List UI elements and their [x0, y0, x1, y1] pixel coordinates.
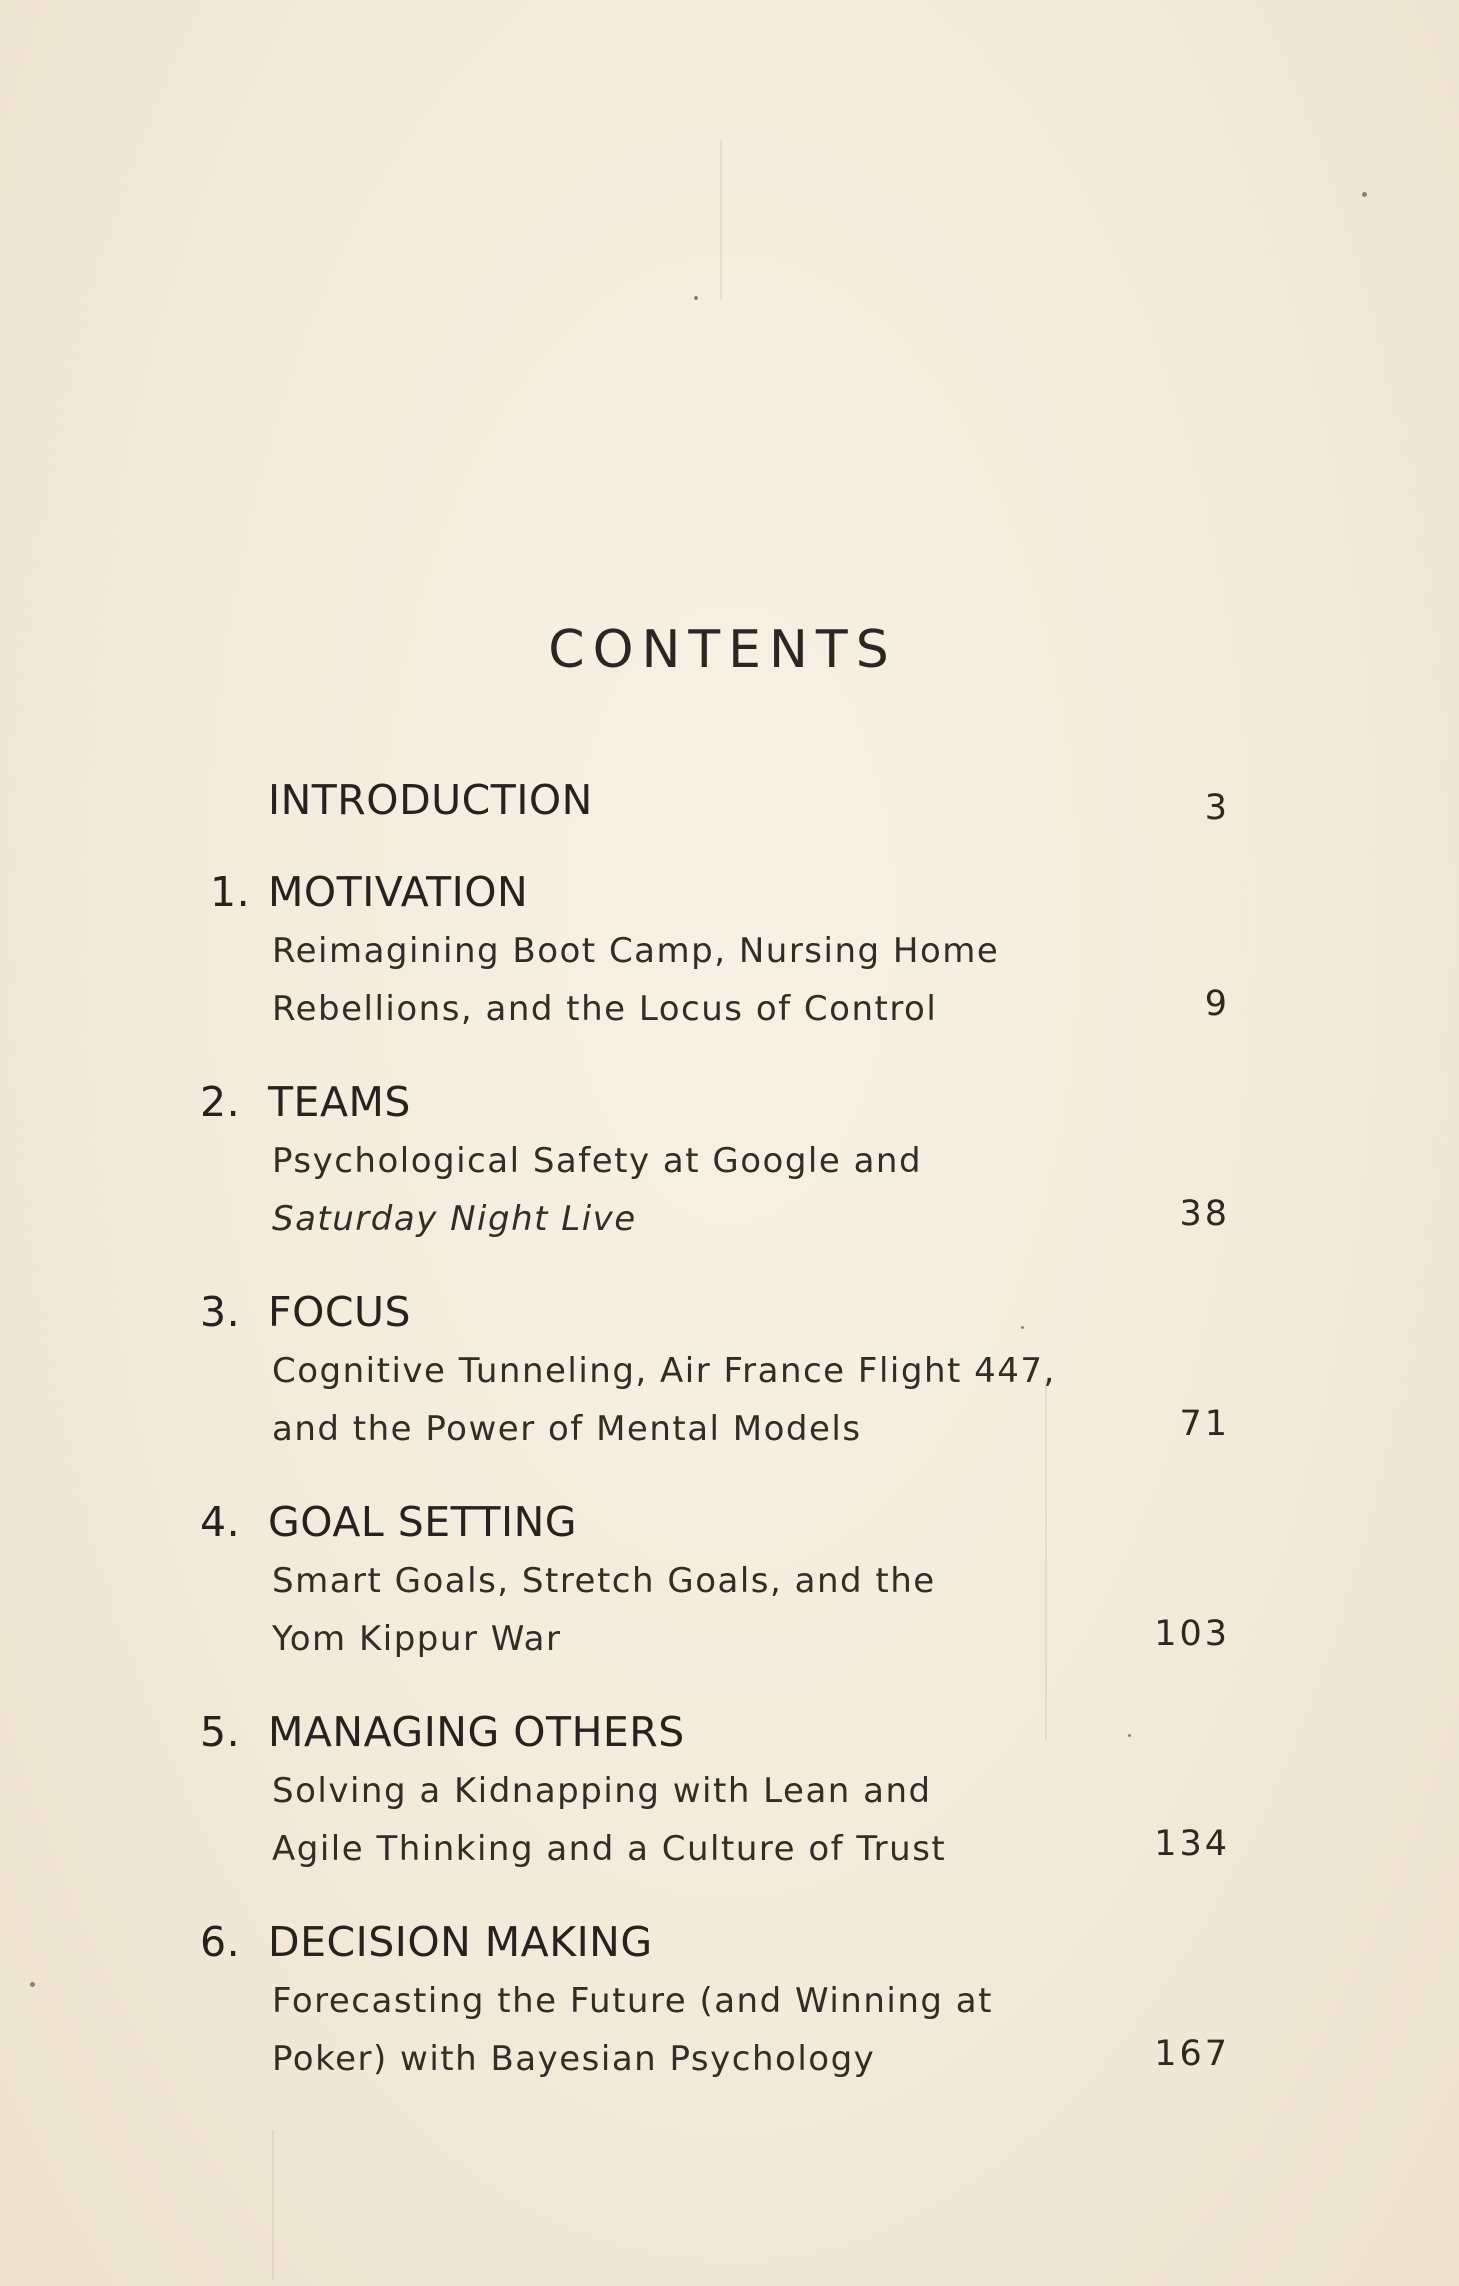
toc-subtitle-italic: Saturday Night Live: [272, 1199, 637, 1239]
toc-heading: [200, 1282, 1230, 1342]
toc-subtitle-line: Reimagining Boot Camp, Nursing Home: [272, 931, 1000, 971]
toc-heading: [200, 1912, 1230, 1972]
toc-page-number: 71: [1179, 1404, 1230, 1444]
toc-heading-text: MANAGING OTHERS: [268, 1708, 685, 1756]
toc-subtitle-line: Poker) with Bayesian Psychology: [272, 2039, 876, 2079]
toc-heading: [200, 770, 1230, 830]
toc-entry-introduction: [200, 770, 1230, 830]
toc-page-number: 9: [1204, 984, 1230, 1024]
toc-heading: [200, 1492, 1230, 1552]
toc-chapter-number: 6.: [200, 1918, 241, 1966]
toc-heading-text: INTRODUCTION: [268, 776, 593, 824]
toc-chapter-number: 2.: [200, 1078, 241, 1126]
toc-subtitle-line: Smart Goals, Stretch Goals, and the: [272, 1561, 936, 1601]
paper-speck: [694, 296, 698, 300]
toc-page-number: 103: [1154, 1614, 1230, 1654]
toc-entry-chapter: [200, 862, 1230, 1038]
paper-speck: [30, 1982, 35, 1987]
toc-subtitle-line: Yom Kippur War: [272, 1619, 562, 1659]
toc-subtitle-line: [272, 1190, 1230, 1248]
toc-chapter-number: 4.: [200, 1498, 241, 1546]
toc-subtitle-line: Solving a Kidnapping with Lean and: [272, 1771, 932, 1811]
toc-heading: [200, 1702, 1230, 1762]
paper-crease: [720, 140, 722, 300]
toc-subtitle-line: Forecasting the Future (and Winning at: [272, 1981, 993, 2021]
toc-entry-chapter: [200, 1072, 1230, 1248]
toc-subtitle-line: and the Power of Mental Models: [272, 1409, 862, 1449]
page-title: CONTENTS: [548, 620, 897, 680]
toc-entry-chapter: [200, 1912, 1230, 2088]
toc-heading: [200, 1072, 1230, 1132]
toc-subtitle-line: Psychological Safety at Google and: [272, 1141, 923, 1181]
toc-heading-text: FOCUS: [268, 1288, 412, 1336]
toc-entry-chapter: [200, 1282, 1230, 1458]
toc-page-number: 167: [1154, 2034, 1230, 2074]
toc-chapter-number: 5.: [200, 1708, 241, 1756]
toc-page-number: 3: [1204, 788, 1230, 828]
toc-subtitle-line: Rebellions, and the Locus of Control: [272, 989, 938, 1029]
toc-page-number: 38: [1179, 1194, 1230, 1234]
toc-heading-text: TEAMS: [268, 1078, 411, 1126]
toc-chapter-number: 3.: [200, 1288, 241, 1336]
toc-heading-text: GOAL SETTING: [268, 1498, 578, 1546]
toc-page-number: 134: [1154, 1824, 1230, 1864]
toc-heading-text: MOTIVATION: [268, 868, 529, 916]
toc-subtitle-line: Agile Thinking and a Culture of Trust: [272, 1829, 947, 1869]
toc-subtitle-line: Cognitive Tunneling, Air France Flight 447,: [272, 1351, 1056, 1391]
toc-entry-chapter: [200, 1492, 1230, 1668]
paper-crease: [272, 2130, 274, 2280]
toc-heading: [200, 862, 1230, 922]
toc-chapter-number: 1.: [210, 868, 251, 916]
toc-entry-chapter: [200, 1702, 1230, 1878]
paper-speck: [1362, 192, 1367, 197]
toc-heading-text: DECISION MAKING: [268, 1918, 653, 1966]
